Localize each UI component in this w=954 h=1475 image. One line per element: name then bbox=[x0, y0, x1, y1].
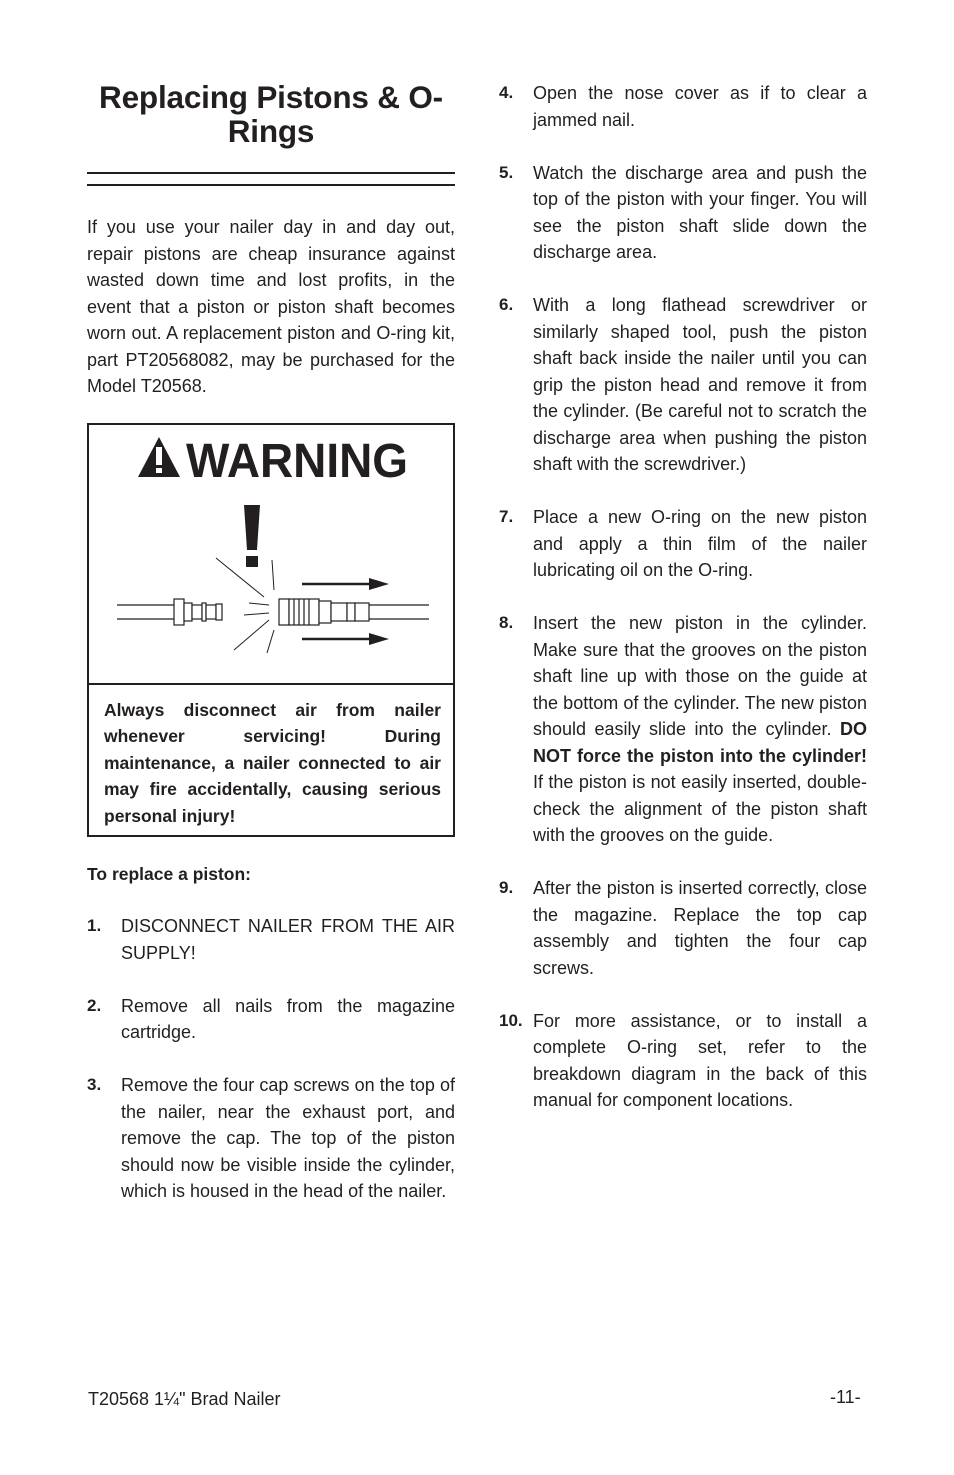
step-number: 2. bbox=[87, 995, 102, 1015]
warning-heading: WARNING bbox=[186, 434, 408, 488]
warning-graphic bbox=[89, 425, 453, 685]
list-item bbox=[499, 504, 867, 584]
list-item bbox=[499, 80, 867, 133]
step-text: After the piston is inserted correctly, close the magazine. Replace the top cap assembly and tighten the four cap screws. bbox=[533, 878, 867, 978]
step-text bbox=[533, 613, 867, 845]
list-item bbox=[499, 292, 867, 478]
steps-list-left bbox=[87, 913, 455, 1205]
list-item bbox=[499, 1008, 867, 1114]
list-item bbox=[87, 993, 455, 1046]
footer-model: T20568 1¼" Brad Nailer bbox=[88, 1389, 281, 1409]
list-item bbox=[499, 610, 867, 849]
air-plug-icon bbox=[117, 599, 222, 625]
step-text: Place a new O-ring on the new piston and apply a thin film of the nailer lubricating oil on the O-ring. bbox=[533, 507, 867, 580]
step-text: With a long flathead screwdriver or similarly shaped tool, push the piston shaft back inside the nailer until you can grip the piston head and remove it from the cylinder. (Be careful not to scratch the discharge area when pushing the piston shaft with the screwdriver.) bbox=[533, 295, 867, 474]
page-title: Replacing Pistons & O-Rings bbox=[99, 79, 443, 149]
step-number: 6. bbox=[499, 295, 514, 314]
procedure-subheading: To replace a piston: bbox=[87, 864, 252, 884]
step-number: 10. bbox=[499, 1010, 523, 1030]
exclamation-icon bbox=[244, 505, 260, 567]
page-number: -11- bbox=[830, 1387, 861, 1407]
air-coupler-icon bbox=[279, 599, 429, 625]
step-text: Watch the discharge area and push the top of the piston with your finger. You will see the piston shaft slide down the discharge area. bbox=[533, 162, 867, 262]
step-text-part: If the piston is not easily inserted, double-check the alignment of the piston shaft with the grooves on the guide. bbox=[533, 772, 867, 845]
list-item bbox=[87, 913, 455, 966]
list-item bbox=[499, 160, 867, 266]
right-arrow-icon bbox=[302, 578, 389, 590]
step-text: Remove all nails from the magazine cartridge. bbox=[121, 995, 455, 1042]
list-item bbox=[499, 875, 867, 981]
step-number: 5. bbox=[499, 162, 514, 182]
title-divider bbox=[87, 172, 455, 186]
step-text-part: Insert the new piston in the cylinder. Make sure that the grooves on the piston shaft line up with those on the guide at the bottom of the cylinder. The new piston should easily slide into the cylinder. bbox=[533, 613, 867, 739]
step-text: Open the nose cover as if to clear a jammed nail. bbox=[533, 83, 867, 130]
left-column bbox=[87, 80, 455, 1231]
warning-box bbox=[87, 423, 455, 838]
step-text: DISCONNECT NAILER FROM THE AIR SUPPLY! bbox=[121, 916, 455, 963]
warning-illustration bbox=[89, 425, 453, 683]
intro-paragraph: If you use your nailer day in and day out, repair pistons are cheap insurance against wasted down time and lost profits, in the event that a piston or piston shaft becomes worn out. A replacement piston and O-ring kit, part PT20568082, may be purchased for the Model T20568. bbox=[87, 217, 455, 396]
step-number: 9. bbox=[499, 878, 514, 897]
steps-list-right bbox=[499, 80, 867, 1114]
step-emphasis: DO NOT force the piston into the cylinder! bbox=[533, 719, 867, 766]
step-number: 7. bbox=[499, 507, 514, 526]
warning-triangle-icon bbox=[138, 437, 180, 477]
step-number: 4. bbox=[499, 83, 514, 102]
burst-lines-icon bbox=[216, 558, 274, 653]
list-item bbox=[87, 1072, 455, 1205]
step-number: 3. bbox=[87, 1075, 102, 1094]
step-number: 1. bbox=[87, 916, 102, 935]
step-text: For more assistance, or to install a complete O-ring set, refer to the breakdown diagram in the back of this manual for component locations. bbox=[533, 1010, 867, 1110]
right-column bbox=[499, 80, 867, 1140]
step-text: Remove the four cap screws on the top of the nailer, near the exhaust port, and remove the cap. The top of the piston should now be visible inside the cylinder, which is housed in the head of the nailer. bbox=[121, 1075, 455, 1201]
right-arrow-icon bbox=[302, 633, 389, 645]
warning-text: Always disconnect air from nailer whenever servicing! During maintenance, a nailer connected to air may fire accidentally, causing serious personal injury! bbox=[104, 699, 441, 826]
step-number: 8. bbox=[499, 613, 514, 632]
